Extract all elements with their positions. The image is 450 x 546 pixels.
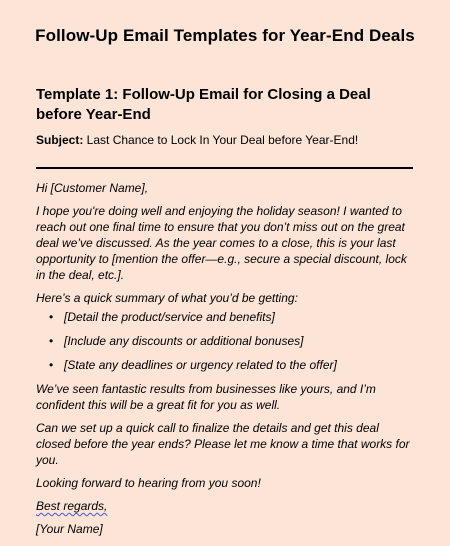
document-title: Follow-Up Email Templates for Year-End Deals — [35, 26, 415, 45]
email-greeting: Hi [Customer Name], — [36, 181, 149, 195]
list-item — [49, 309, 416, 325]
summary-list — [36, 309, 416, 373]
list-item — [49, 357, 416, 373]
signoff — [36, 498, 416, 514]
summary-intro: Here’s a quick summary of what you’d be getting: — [36, 291, 298, 305]
bullet-icon: • — [49, 310, 54, 324]
list-item — [49, 333, 416, 349]
list-item-text: [Detail the product/service and benefits] — [64, 310, 275, 324]
bullet-icon: • — [49, 358, 54, 372]
email-body — [36, 180, 416, 544]
email-paragraph-3: Can we set up a quick call to finalize the details and get this deal closed before the year ends? Please let me know a time that works for you. — [36, 421, 410, 467]
list-item-text: [State any deadlines or urgency related to the offer] — [64, 358, 337, 372]
signoff-text: Best regards, — [36, 499, 108, 513]
list-item-text: [Include any discounts or additional bonuses] — [64, 334, 304, 348]
email-paragraph-2: We’ve seen fantastic results from businesses like yours, and I’m confident this will be a great fit for you as well. — [36, 382, 376, 412]
subject-label: Subject: — [36, 133, 84, 147]
closing-line: Looking forward to hearing from you soon! — [36, 476, 261, 490]
template-heading: Template 1: Follow-Up Email for Closing a Deal before Year-End — [36, 86, 371, 123]
bullet-icon: • — [49, 334, 54, 348]
signature: [Your Name] — [36, 522, 103, 536]
subject-line — [36, 133, 358, 147]
subject-text: Last Chance to Lock In Your Deal before Year-End! — [83, 133, 359, 147]
email-paragraph-1: I hope you're doing well and enjoying the holiday season! I wanted to reach out one final time to ensure that you don’t miss out on the great deal we’ve discussed. As the year comes to a close, this is your last opportunity to [mention the offer—e.g., secure a special discount, lock in the deal, etc.]. — [36, 204, 407, 282]
horizontal-rule — [36, 167, 413, 169]
